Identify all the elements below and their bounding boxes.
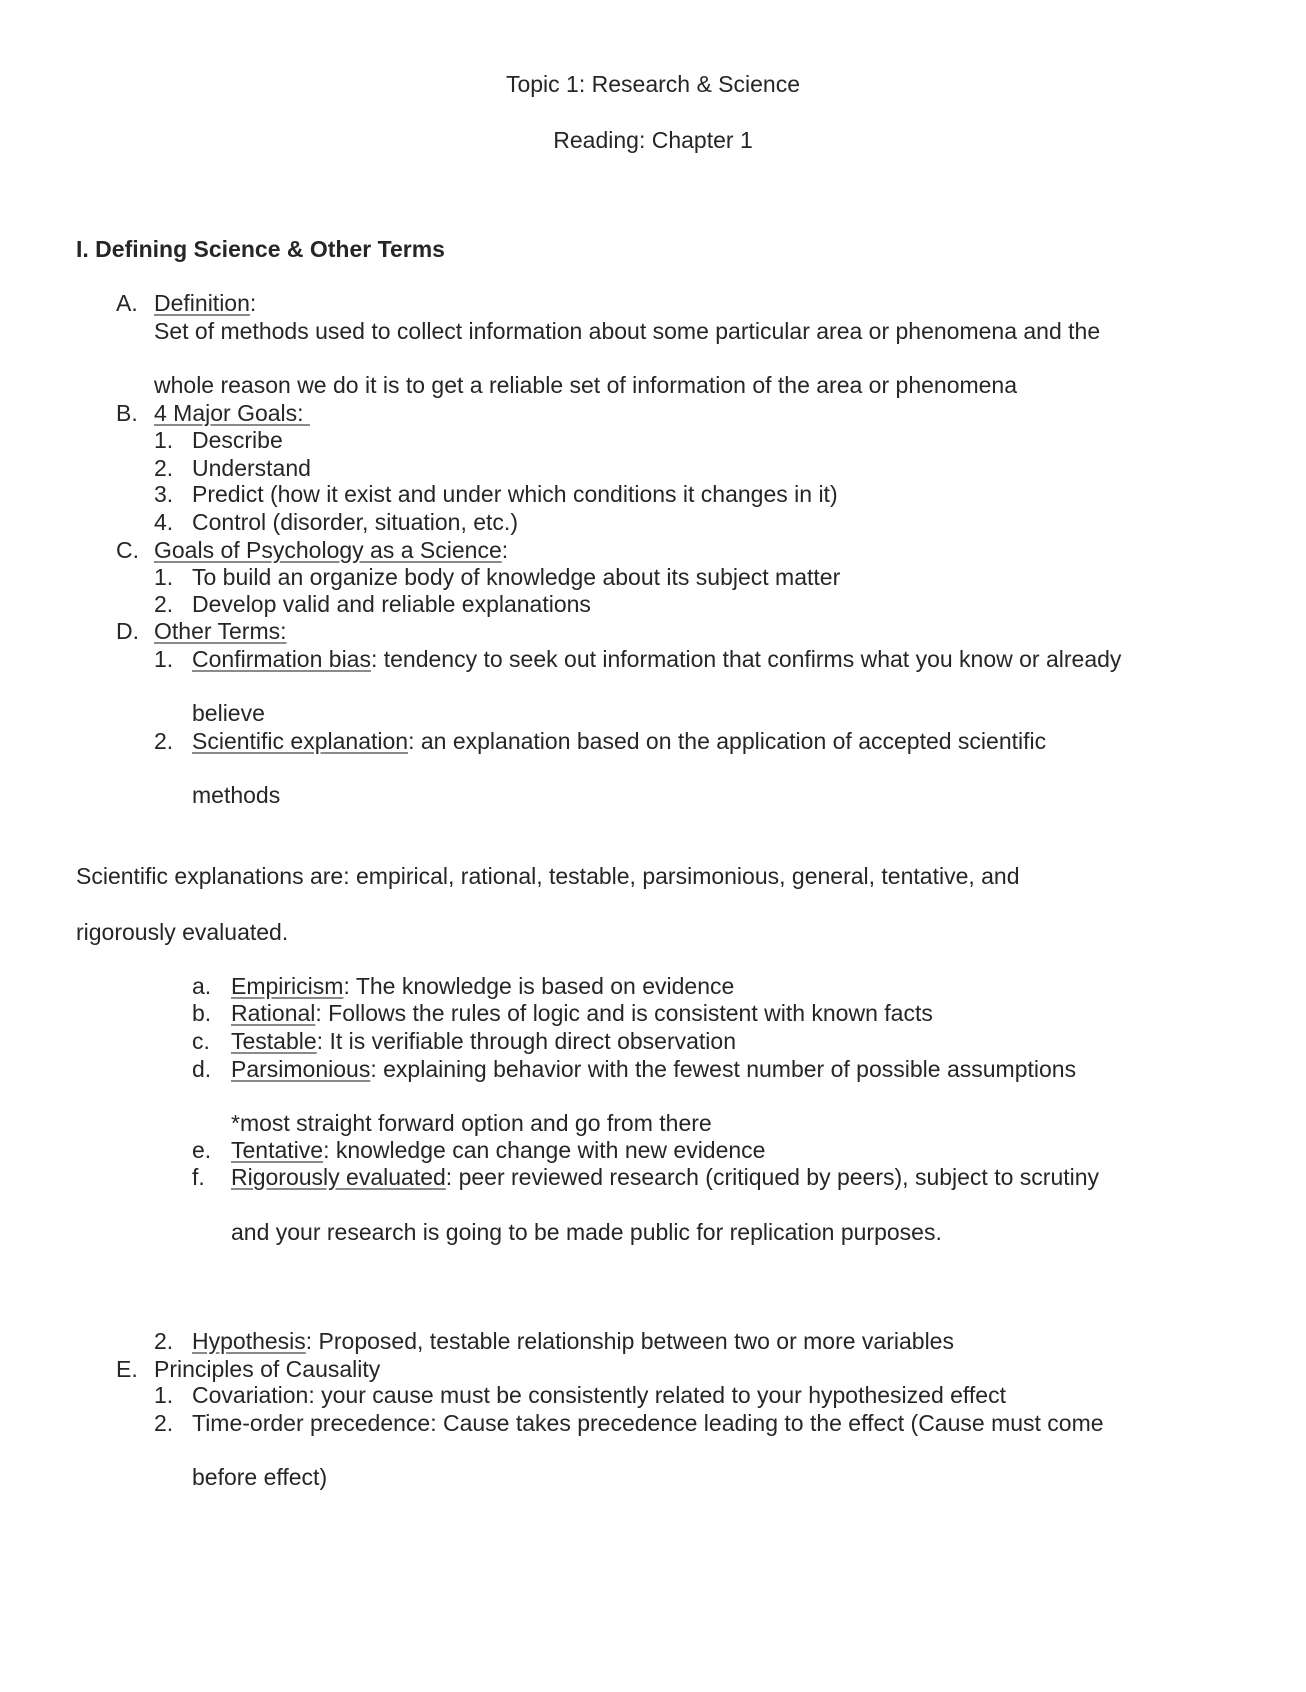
property-empiricism [231,972,734,1000]
term-label: Confirmation bias [192,646,371,672]
term-hypothesis [192,1327,954,1355]
list-item: Describe [192,427,283,453]
term-label: Testable [231,1028,317,1054]
term-label: Rigorously evaluated [231,1164,446,1190]
list-marker: D. [116,618,139,644]
definition-title: Definition [154,290,250,316]
term-scientific-explanation [192,727,1046,755]
list-marker: E. [116,1356,138,1382]
term-definition-continued: and your research is going to be made public for replication purposes. [231,1219,942,1245]
list-item: Understand [192,455,311,481]
document-reading-subtitle: Reading: Chapter 1 [553,127,753,153]
term-definition: : tendency to seek out information that confirms what you know or already [370,646,1122,672]
list-item: Time-order precedence: Cause takes precedence leading to the effect (Cause must come [192,1410,1104,1436]
document-topic-title: Topic 1: Research & Science [505,71,801,97]
definition-text-line1: Set of methods used to collect information about some particular area or phenomena and the [154,318,1101,344]
list-marker: f. [192,1164,205,1190]
list-marker: A. [116,290,138,316]
psychology-goals-colon: : [501,537,509,563]
term-label: Scientific explanation [192,728,409,754]
term-definition: : knowledge can change with new evidence [323,1137,766,1163]
paragraph-line: rigorously evaluated. [76,919,289,945]
list-item: Control (disorder, situation, etc.) [192,509,518,535]
term-definition-continued: believe [192,700,265,726]
list-item: Predict (how it exist and under which conditions it changes in it) [192,481,838,507]
definition-heading [154,289,256,317]
list-item: Develop valid and reliable explanations [192,591,591,617]
term-label: Rational [231,1000,316,1026]
list-marker: 2. [154,591,174,617]
definition-text-line2: whole reason we do it is to get a reliable set of information of the area or phenomena [154,372,1018,398]
property-parsimonious [231,1055,1076,1083]
term-definition: : an explanation based on the application of accepted scientific [408,728,1047,754]
list-marker: a. [192,973,212,999]
term-definition: : It is verifiable through direct observation [316,1028,736,1054]
list-marker: B. [116,400,138,426]
term-label: Empiricism [231,973,344,999]
term-definition: : Proposed, testable relationship between two or more variables [305,1328,954,1354]
list-marker: d. [192,1056,212,1082]
list-marker: 3. [154,481,174,507]
term-definition: : The knowledge is based on evidence [343,973,735,999]
list-marker: b. [192,1000,212,1026]
term-definition-continued: *most straight forward option and go from there [231,1110,712,1136]
term-label: Parsimonious [231,1056,371,1082]
list-item: Covariation: your cause must be consistently related to your hypothesized effect [192,1382,1006,1408]
term-label: Tentative [231,1137,324,1163]
list-marker: e. [192,1137,212,1163]
property-testable [231,1027,736,1055]
term-definition: : Follows the rules of logic and is consistent with known facts [315,1000,933,1026]
psychology-goals-heading [154,536,508,564]
term-definition: : peer reviewed research (critiqued by peers), subject to scrutiny [445,1164,1100,1190]
list-marker: c. [192,1028,210,1054]
term-definition: : explaining behavior with the fewest number of possible assumptions [370,1056,1077,1082]
causality-heading: Principles of Causality [154,1356,381,1382]
list-item: To build an organize body of knowledge about its subject matter [192,564,841,590]
psychology-goals-title: Goals of Psychology as a Science [154,537,502,563]
list-marker: 1. [154,427,174,453]
list-marker: C. [116,537,139,563]
property-rigorously-evaluated [231,1163,1099,1191]
definition-colon: : [249,290,257,316]
list-item-continued: before effect) [192,1464,328,1490]
list-marker: 2. [154,1410,174,1436]
list-marker: 1. [154,564,174,590]
term-label: Hypothesis [192,1328,306,1354]
major-goals-title: 4 Major Goals: [154,400,304,426]
term-confirmation-bias [192,645,1121,673]
paragraph-line: Scientific explanations are: empirical, rational, testable, parsimonious, general, tentative, and [76,863,1020,889]
other-terms-heading [154,617,287,645]
list-marker: 1. [154,646,174,672]
major-goals-heading [154,399,310,427]
term-definition-continued: methods [192,782,281,808]
list-marker: 4. [154,509,174,535]
list-marker: 2. [154,728,174,754]
other-terms-title: Other Terms: [154,618,287,644]
list-marker: 1. [154,1382,174,1408]
property-tentative [231,1136,765,1164]
list-marker: 2. [154,455,174,481]
section-heading: I. Defining Science & Other Terms [76,236,445,262]
list-marker: 2. [154,1328,174,1354]
property-rational [231,999,933,1027]
